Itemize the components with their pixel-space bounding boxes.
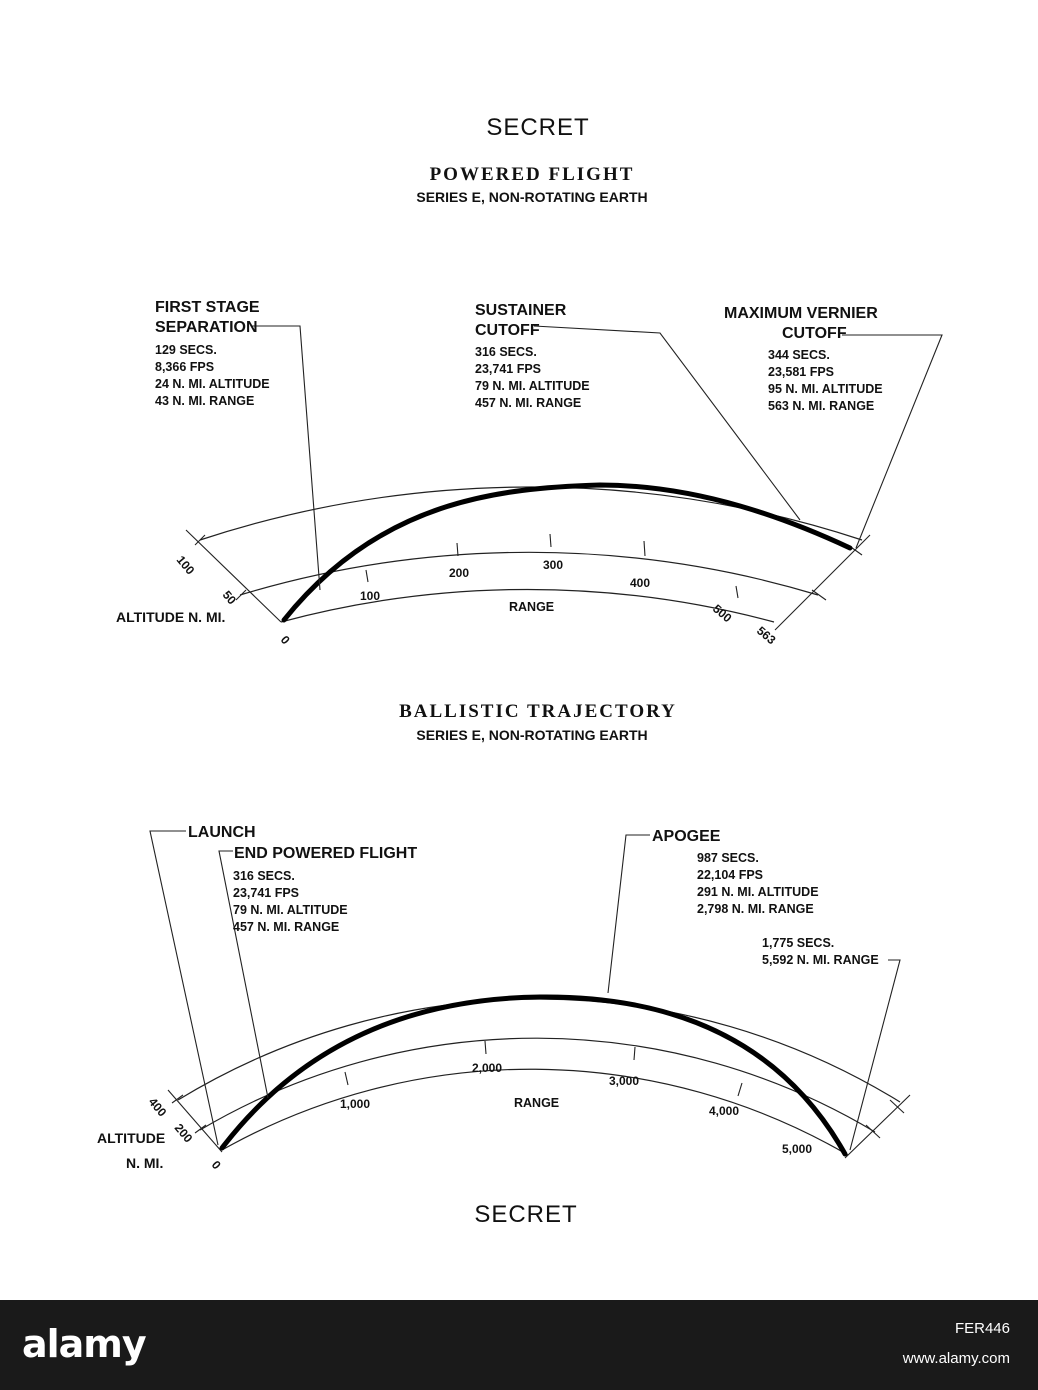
annotation-detail: 2,798 N. MI. RANGE: [697, 902, 814, 916]
range-tick-label-400: 400: [630, 576, 651, 590]
annotation-detail: 24 N. MI. ALTITUDE: [155, 377, 270, 391]
annotation-heading: APOGEE: [652, 828, 721, 845]
range-tick-label-300: 300: [543, 558, 564, 572]
range-tick: [457, 543, 458, 556]
alamy-logo: alamy: [22, 1322, 146, 1366]
leader-apogee: [608, 835, 650, 993]
range-tick: [550, 534, 551, 547]
annotation-detail: 457 N. MI. RANGE: [475, 396, 582, 410]
annotation-detail: 23,581 FPS: [768, 365, 835, 379]
annotation-maximum-vernier-cutoff: [724, 305, 883, 413]
range-tick: [736, 586, 738, 598]
earth-surface-arc: [222, 1069, 848, 1155]
altitude-axis: [168, 1090, 222, 1152]
altitude-axis-label: ALTITUDE: [97, 1130, 166, 1146]
annotation-detail: 457 N. MI. RANGE: [233, 920, 340, 934]
classification-top: SECRET: [486, 114, 590, 141]
annotation-heading: LAUNCH: [188, 824, 256, 841]
classification-bottom: SECRET: [474, 1201, 578, 1228]
range-end-tick: [890, 1100, 904, 1113]
range-end-radial: [845, 1095, 910, 1158]
altitude-tick-label-0: 0: [208, 1157, 224, 1173]
annotation-detail: 316 SECS.: [233, 869, 295, 883]
altitude-axis-label: ALTITUDE N. MI.: [116, 609, 226, 625]
annotation-detail: 129 SECS.: [155, 343, 217, 357]
range-tick-label-5000: 5,000: [782, 1142, 813, 1156]
annotation-launch: [188, 824, 256, 841]
annotation-detail: 291 N. MI. ALTITUDE: [697, 885, 819, 899]
annotation-detail: 79 N. MI. ALTITUDE: [233, 903, 348, 917]
ballistic-trajectory-diagram: [97, 701, 910, 1172]
range-tick-label-3000: 3,000: [609, 1074, 640, 1088]
range-tick-label-1000: 1,000: [340, 1097, 371, 1111]
annotation-first-stage-separation: [155, 299, 270, 408]
altitude-axis-label-units: N. MI.: [126, 1155, 164, 1171]
annotation-heading: MAXIMUM VERNIER: [724, 305, 878, 322]
range-tick: [738, 1083, 742, 1096]
annotation-end-powered-flight: [233, 845, 417, 934]
range-tick: [366, 570, 368, 582]
leader-vernier: [842, 335, 942, 548]
annotation-detail: 22,104 FPS: [697, 868, 764, 882]
annotation-detail: 23,741 FPS: [475, 362, 542, 376]
range-tick: [485, 1041, 486, 1054]
powered-flight-title: POWERED FLIGHT: [429, 164, 635, 185]
annotation-sustainer-cutoff: [475, 302, 590, 410]
range-tick-label-2000: 2,000: [472, 1061, 503, 1075]
altitude-tick-label-50: 50: [219, 587, 240, 608]
altitude-tick-label-400: 400: [145, 1094, 170, 1120]
annotation-apogee: [652, 828, 819, 916]
image-id-label: FER446: [954, 1320, 1010, 1337]
range-tick-label-100: 100: [360, 589, 381, 603]
annotation-detail: 23,741 FPS: [233, 886, 300, 900]
altitude-tick-label-0: 0: [277, 632, 293, 648]
watermark-url: www.alamy.com: [902, 1350, 1010, 1367]
range-tick-label-200: 200: [449, 566, 470, 580]
powered-flight-subtitle: SERIES E, NON-ROTATING EARTH: [416, 189, 648, 205]
annotation-detail: 344 SECS.: [768, 348, 830, 362]
annotation-impact: [762, 936, 879, 967]
range-end-tick: [812, 590, 826, 600]
annotation-detail: 316 SECS.: [475, 345, 537, 359]
range-tick: [345, 1072, 348, 1085]
range-tick: [634, 1047, 635, 1060]
watermark-bar: [0, 1300, 1038, 1390]
ballistic-trajectory-subtitle: SERIES E, NON-ROTATING EARTH: [416, 727, 648, 743]
annotation-detail: 79 N. MI. ALTITUDE: [475, 379, 590, 393]
annotation-detail: 987 SECS.: [697, 851, 759, 865]
annotation-detail: 563 N. MI. RANGE: [768, 399, 875, 413]
annotation-heading: SUSTAINER: [475, 302, 567, 319]
range-end-radial: [775, 535, 870, 630]
range-tick-label-563: 563: [754, 623, 779, 648]
range-tick: [644, 541, 645, 556]
annotation-heading: CUTOFF: [782, 325, 847, 342]
annotation-detail: 1,775 SECS.: [762, 936, 835, 950]
annotation-detail: 5,592 N. MI. RANGE: [762, 953, 879, 967]
powered-flight-diagram: [116, 164, 942, 647]
annotation-heading: END POWERED FLIGHT: [234, 845, 418, 862]
annotation-detail: 95 N. MI. ALTITUDE: [768, 382, 883, 396]
altitude-tick-label-200: 200: [171, 1120, 196, 1146]
ballistic-trajectory-title: BALLISTIC TRAJECTORY: [399, 701, 677, 722]
range-axis-label: RANGE: [514, 1096, 560, 1110]
range-tick-label-500: 500: [710, 601, 735, 626]
annotation-heading: FIRST STAGE: [155, 299, 260, 316]
annotation-heading: CUTOFF: [475, 322, 540, 339]
leader-first-stage: [252, 326, 320, 590]
leader-impact: [850, 960, 900, 1150]
altitude-tick-label-100: 100: [173, 552, 198, 578]
annotation-detail: 43 N. MI. RANGE: [155, 394, 255, 408]
range-tick-label-4000: 4,000: [709, 1104, 740, 1118]
annotation-detail: 8,366 FPS: [155, 360, 215, 374]
annotation-heading: SEPARATION: [155, 319, 258, 336]
range-axis-label: RANGE: [509, 600, 555, 614]
